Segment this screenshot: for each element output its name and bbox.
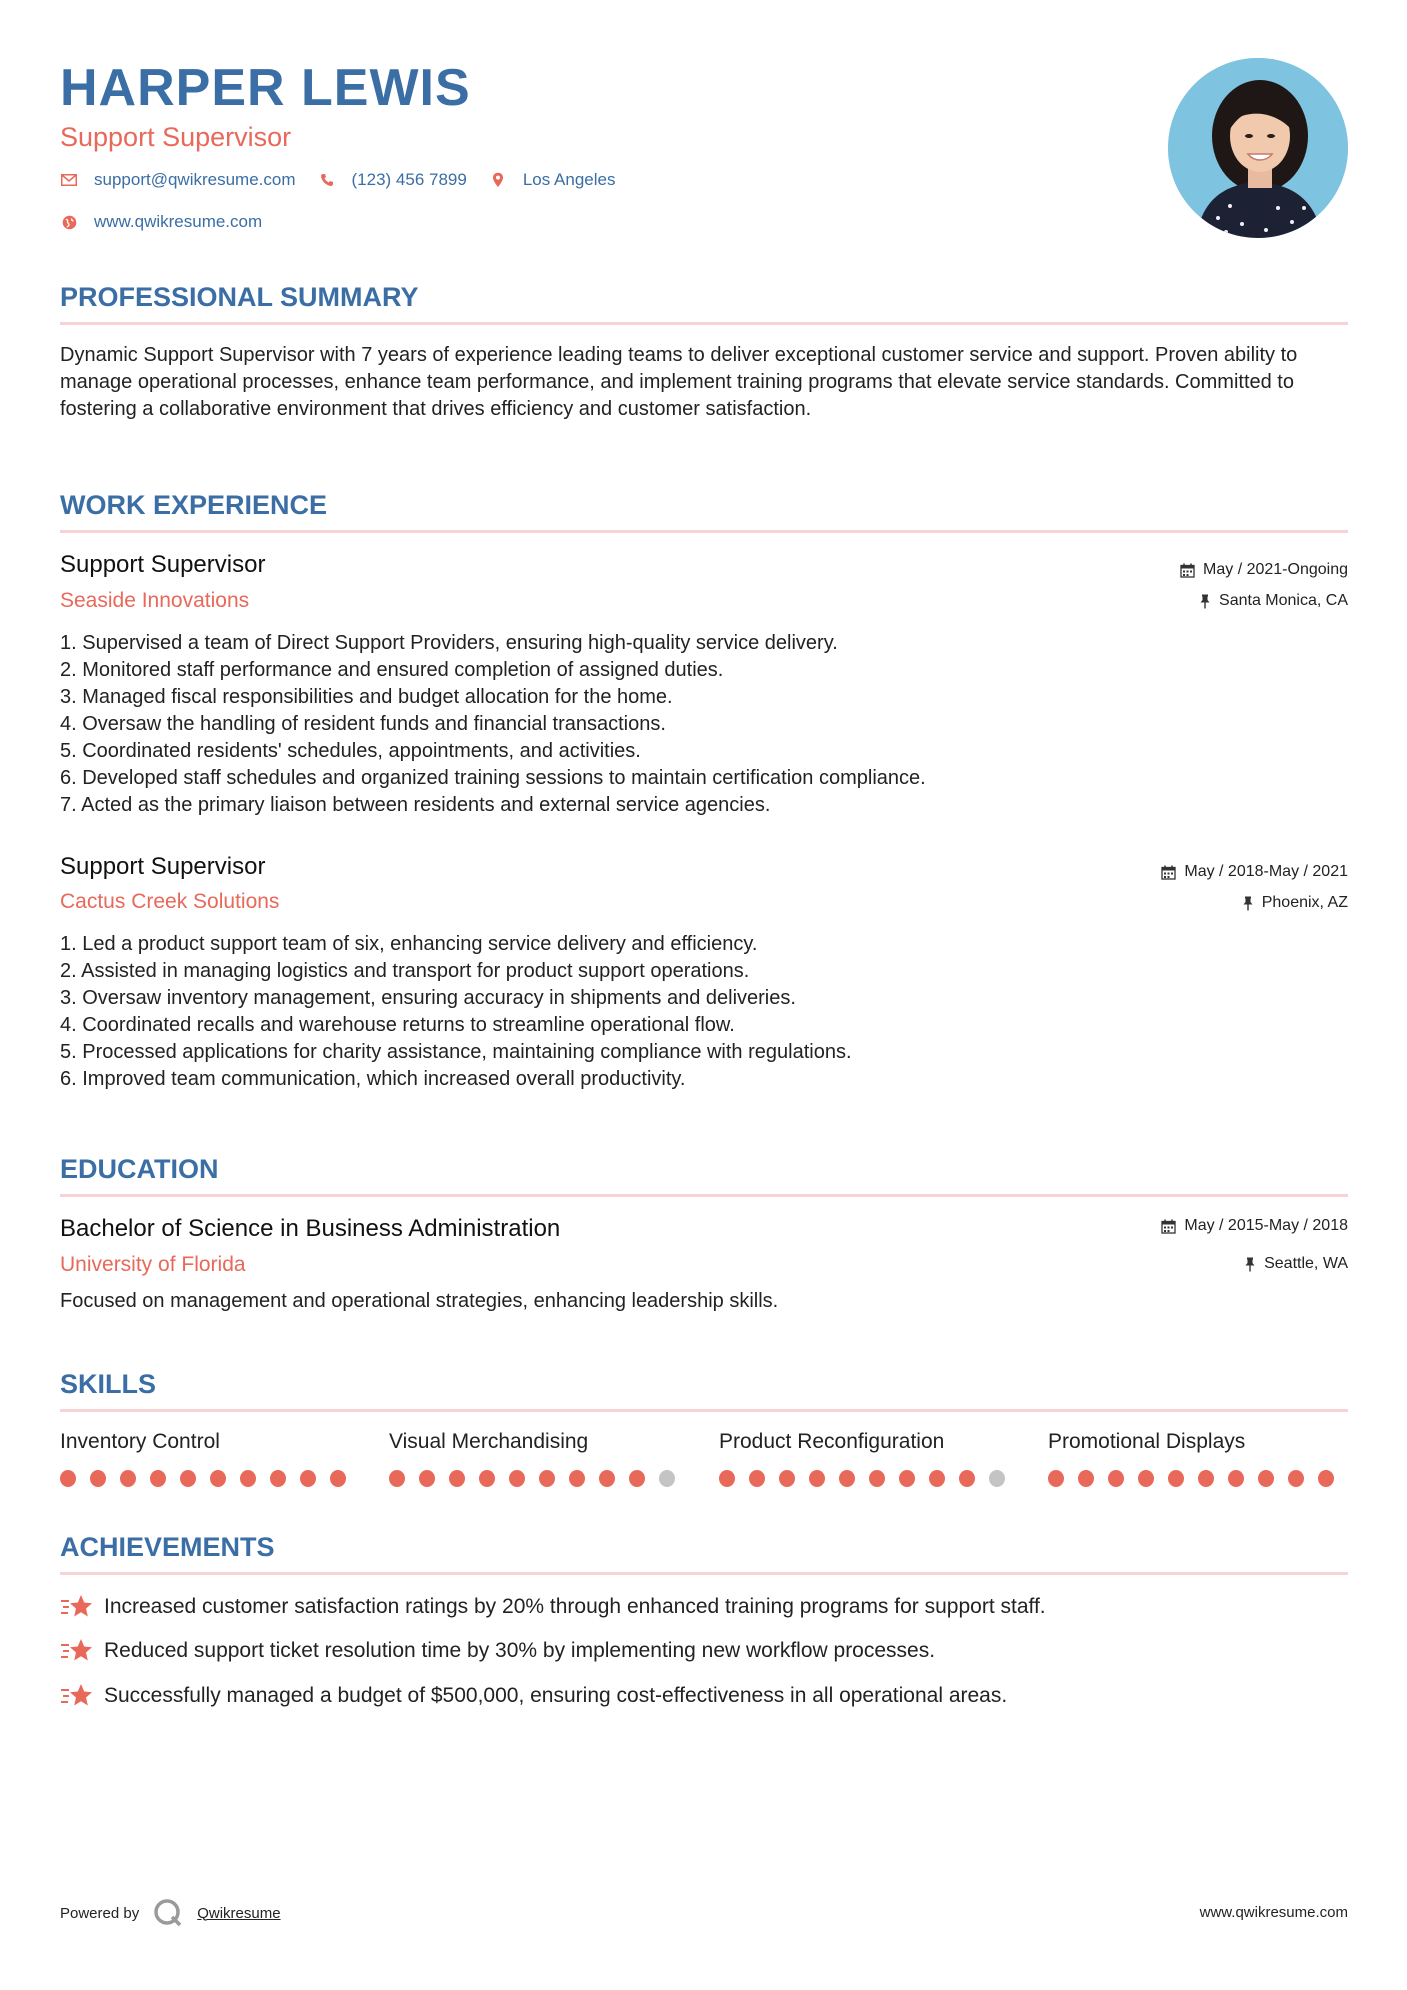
education-location <box>1244 1253 1348 1275</box>
skill-dot-filled <box>240 1470 256 1487</box>
skill-item <box>389 1428 689 1487</box>
list-item: 5. Coordinated residents' schedules, appointments, and activities. <box>60 740 641 762</box>
skill-dot-filled <box>629 1470 645 1487</box>
list-item: 2. Monitored staff performance and ensured completion of assigned duties. <box>60 659 724 681</box>
skill-dot-filled <box>839 1470 855 1487</box>
skill-item <box>60 1428 360 1487</box>
job-dates-text: May / 2021-Ongoing <box>1203 561 1348 578</box>
skill-dot-filled <box>180 1470 196 1487</box>
list-item: 6. Improved team communication, which increased overall productivity. <box>60 1068 686 1090</box>
skill-dot-filled <box>869 1470 885 1487</box>
location-text: Los Angeles <box>522 170 616 189</box>
contact-phone[interactable] <box>318 170 467 190</box>
job-location-text: Santa Monica, CA <box>1219 592 1348 609</box>
contact-website[interactable] <box>60 212 262 232</box>
list-item: 4. Oversaw the handling of resident funds and financial transactions. <box>60 713 666 735</box>
contact-row-primary <box>60 170 637 190</box>
skill-dot-filled <box>150 1470 166 1487</box>
resume-page <box>60 0 1348 1990</box>
job-dates <box>1180 559 1348 581</box>
skill-dot-filled <box>809 1470 825 1487</box>
skill-dot-filled <box>569 1470 585 1487</box>
skill-name: Promotional Displays <box>1048 1430 1246 1453</box>
section-divider <box>60 1409 1348 1412</box>
map-pin-icon <box>489 171 507 189</box>
skill-item <box>1048 1428 1348 1487</box>
skill-dot-filled <box>60 1470 76 1487</box>
skill-dot-filled <box>929 1470 945 1487</box>
skill-dot-filled <box>419 1470 435 1487</box>
website-text[interactable]: www.qwikresume.com <box>94 212 263 231</box>
section-divider <box>60 322 1348 325</box>
skill-dot-filled <box>479 1470 495 1487</box>
skill-dot-filled <box>1258 1470 1274 1487</box>
profile-photo <box>1168 58 1348 238</box>
skill-dot-empty <box>659 1470 675 1487</box>
list-item: 3. Oversaw inventory management, ensuring accuracy in shipments and deliveries. <box>60 987 796 1009</box>
skill-rating <box>719 1470 1019 1487</box>
contact-row-secondary <box>60 212 284 232</box>
globe-icon <box>60 213 78 231</box>
job-company: Cactus Creek Solutions <box>60 890 280 913</box>
achievement-item <box>60 1636 935 1666</box>
skill-rating <box>1048 1470 1348 1487</box>
email-text[interactable]: support@qwikresume.com <box>94 170 296 189</box>
section-title-education: EDUCATION <box>60 1154 219 1184</box>
education-description: Focused on management and operational strategies, enhancing leadership skills. <box>60 1290 779 1312</box>
star-icon <box>60 1636 94 1666</box>
list-item: 6. Developed staff schedules and organized training sessions to maintain certification compliance. <box>60 767 926 789</box>
skill-dot-filled <box>1078 1470 1094 1487</box>
job-responsibilities <box>60 931 852 1093</box>
skill-dot-filled <box>509 1470 525 1487</box>
phone-text[interactable]: (123) 456 7899 <box>351 170 467 189</box>
contact-location <box>489 170 616 190</box>
skill-dot-filled <box>1318 1470 1334 1487</box>
job-location <box>1242 892 1348 914</box>
skill-dot-filled <box>330 1470 346 1487</box>
skill-dot-filled <box>270 1470 286 1487</box>
phone-icon <box>318 171 336 189</box>
skill-rating <box>60 1470 360 1487</box>
footer-website-link[interactable]: www.qwikresume.com <box>1199 1904 1348 1921</box>
achievement-item <box>60 1592 1046 1622</box>
list-item: 3. Managed fiscal responsibilities and budget allocation for the home. <box>60 686 673 708</box>
education-degree: Bachelor of Science in Business Administration <box>60 1215 561 1242</box>
pushpin-icon <box>1199 594 1211 609</box>
pushpin-icon <box>1242 896 1254 911</box>
candidate-role: Support Supervisor <box>60 122 292 152</box>
footer-powered-by <box>60 1898 281 1928</box>
section-title-achievements: ACHIEVEMENTS <box>60 1532 275 1562</box>
skill-dot-filled <box>120 1470 136 1487</box>
list-item: 5. Processed applications for charity assistance, maintaining compliance with regulations. <box>60 1041 852 1063</box>
section-divider <box>60 1572 1348 1575</box>
list-item: 2. Assisted in managing logistics and transport for product support operations. <box>60 960 750 982</box>
section-title-work: WORK EXPERIENCE <box>60 490 328 520</box>
powered-by-text: Powered by <box>60 1904 140 1922</box>
qwikresume-logo-icon <box>153 1898 183 1928</box>
resume-header <box>60 58 1348 248</box>
star-icon <box>60 1681 94 1711</box>
skill-dot-filled <box>749 1470 765 1487</box>
job-title: Support Supervisor <box>60 551 266 578</box>
education-location-text: Seattle, WA <box>1264 1255 1348 1272</box>
skill-dot-filled <box>1198 1470 1214 1487</box>
calendar-icon <box>1161 865 1176 880</box>
job-dates <box>1161 861 1348 883</box>
star-icon <box>60 1592 94 1622</box>
achievement-text: Increased customer satisfaction ratings by 20% through enhanced training programs for support staff. <box>104 1595 1046 1618</box>
skill-dot-filled <box>90 1470 106 1487</box>
contact-email[interactable] <box>60 170 296 190</box>
skill-dot-filled <box>1048 1470 1064 1487</box>
section-divider <box>60 530 1348 533</box>
section-divider <box>60 1194 1348 1197</box>
qwikresume-link[interactable]: Qwikresume <box>197 1904 281 1922</box>
list-item: 4. Coordinated recalls and warehouse returns to streamline operational flow. <box>60 1014 735 1036</box>
skill-dot-filled <box>599 1470 615 1487</box>
skill-dot-filled <box>899 1470 915 1487</box>
list-item: 1. Led a product support team of six, enhancing service delivery and efficiency. <box>60 933 758 955</box>
skill-rating <box>389 1470 689 1487</box>
job-responsibilities <box>60 630 926 819</box>
skill-dot-filled <box>1168 1470 1184 1487</box>
skill-item <box>719 1428 1019 1487</box>
candidate-name: HARPER LEWIS <box>60 59 471 117</box>
education-dates-text: May / 2015-May / 2018 <box>1184 1217 1348 1234</box>
skill-name: Product Reconfiguration <box>719 1430 945 1453</box>
skill-dot-filled <box>389 1470 405 1487</box>
pushpin-icon <box>1244 1257 1256 1272</box>
job-company: Seaside Innovations <box>60 589 250 612</box>
list-item: 1. Supervised a team of Direct Support Providers, ensuring high-quality service delivery. <box>60 632 838 654</box>
job-title: Support Supervisor <box>60 853 266 880</box>
calendar-icon <box>1180 563 1195 578</box>
job-dates-text: May / 2018-May / 2021 <box>1184 863 1348 880</box>
education-school: University of Florida <box>60 1253 246 1276</box>
education-dates <box>1161 1215 1348 1237</box>
skill-dot-filled <box>449 1470 465 1487</box>
skill-dot-filled <box>779 1470 795 1487</box>
summary-text: Dynamic Support Supervisor with 7 years of experience leading teams to deliver exceptional customer service and support. Proven ability to manage operational processes, enhance team performance, and implement training programs that elevate service standards. Committed to fostering a collaborative environment that drives efficiency and customer satisfaction. <box>60 344 1298 420</box>
achievement-text: Reduced support ticket resolution time by 30% by implementing new workflow processes. <box>104 1639 936 1662</box>
skill-dot-filled <box>539 1470 555 1487</box>
achievement-item <box>60 1681 1007 1711</box>
achievement-text: Successfully managed a budget of $500,000, ensuring cost-effectiveness in all operational areas. <box>104 1684 1008 1707</box>
list-item: 7. Acted as the primary liaison between residents and external service agencies. <box>60 794 771 816</box>
envelope-icon <box>60 171 78 189</box>
skill-dot-filled <box>300 1470 316 1487</box>
skill-dot-filled <box>1138 1470 1154 1487</box>
skill-name: Visual Merchandising <box>389 1430 589 1453</box>
section-title-summary: PROFESSIONAL SUMMARY <box>60 282 419 312</box>
skill-name: Inventory Control <box>60 1430 220 1453</box>
skill-dot-filled <box>1228 1470 1244 1487</box>
skill-dot-filled <box>1108 1470 1124 1487</box>
skill-dot-empty <box>989 1470 1005 1487</box>
job-location-text: Phoenix, AZ <box>1261 894 1348 911</box>
skill-dot-filled <box>719 1470 735 1487</box>
skill-dot-filled <box>959 1470 975 1487</box>
skill-dot-filled <box>1288 1470 1304 1487</box>
section-title-skills: SKILLS <box>60 1369 157 1399</box>
job-location <box>1199 590 1348 612</box>
skill-dot-filled <box>210 1470 226 1487</box>
calendar-icon <box>1161 1219 1176 1234</box>
